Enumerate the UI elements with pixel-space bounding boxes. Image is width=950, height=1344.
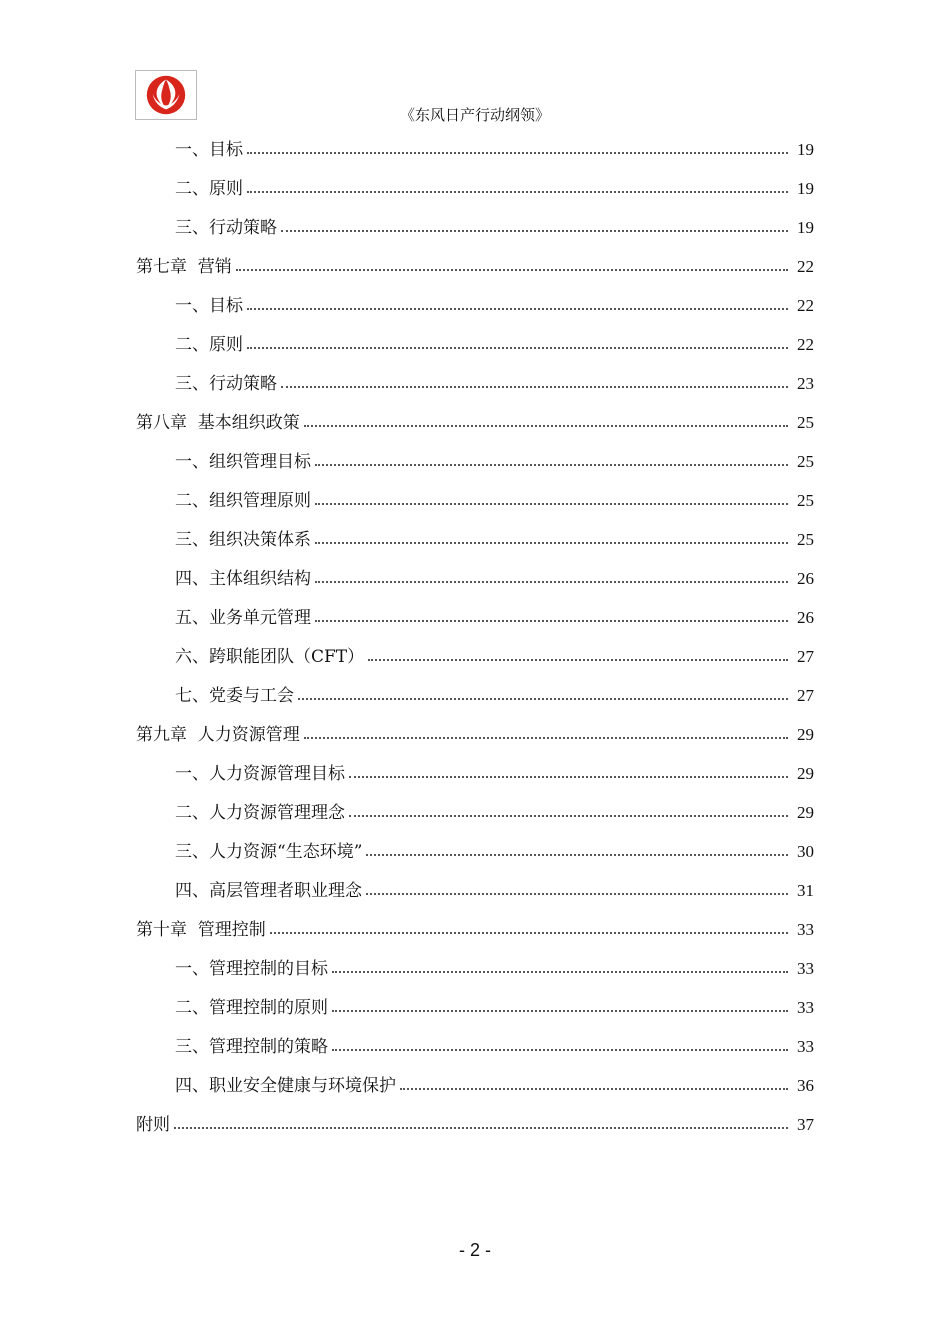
toc-dot-leader (304, 736, 788, 739)
toc-dot-leader (315, 502, 788, 505)
toc-entry-page-number: 25 (797, 529, 814, 549)
toc-section-entry[interactable] (175, 754, 814, 793)
toc-dot-leader (368, 658, 788, 661)
toc-section-entry[interactable] (175, 130, 814, 169)
toc-entry-page-number: 27 (797, 685, 814, 705)
toc-entry-page-number: 29 (797, 724, 814, 744)
toc-entry-page-number: 26 (797, 607, 814, 627)
toc-chapter-entry[interactable] (136, 247, 814, 286)
toc-entry-label: 一、组织管理目标 (175, 451, 311, 472)
toc-entry-page-number: 33 (797, 1036, 814, 1056)
toc-entry-label: 四、职业安全健康与环境保护 (175, 1075, 396, 1096)
toc-entry-page-number: 27 (797, 646, 814, 666)
toc-entry-label: 第十章 管理控制 (136, 919, 266, 940)
toc-entry-label: 二、人力资源管理理念 (175, 802, 345, 823)
toc-dot-leader (304, 424, 788, 427)
toc-chapter-entry[interactable] (136, 715, 814, 754)
toc-entry-page-number: 19 (797, 178, 814, 198)
toc-entry-page-number: 29 (797, 763, 814, 783)
toc-dot-leader (298, 697, 788, 700)
toc-dot-leader (174, 1126, 788, 1129)
toc-entry-page-number: 22 (797, 256, 814, 276)
toc-dot-leader (315, 541, 788, 544)
toc-dot-leader (281, 229, 788, 232)
toc-entry-page-number: 25 (797, 451, 814, 471)
toc-entry-label: 附则 (136, 1114, 170, 1135)
toc-entry-label: 二、组织管理原则 (175, 490, 311, 511)
toc-section-entry[interactable] (175, 520, 814, 559)
toc-section-entry[interactable] (175, 1027, 814, 1066)
toc-entry-page-number: 26 (797, 568, 814, 588)
toc-entry-page-number: 33 (797, 958, 814, 978)
toc-dot-leader (332, 970, 788, 973)
toc-section-entry[interactable] (175, 364, 814, 403)
toc-entry-label: 七、党委与工会 (175, 685, 294, 706)
toc-entry-label: 六、跨职能团队（CFT） (175, 646, 365, 667)
toc-section-entry[interactable] (175, 208, 814, 247)
toc-dot-leader (400, 1087, 788, 1090)
toc-dot-leader (366, 853, 788, 856)
toc-dot-leader (315, 580, 788, 583)
toc-entry-label: 四、主体组织结构 (175, 568, 311, 589)
toc-entry-page-number: 33 (797, 997, 814, 1017)
toc-entry-label: 第九章 人力资源管理 (136, 724, 300, 745)
toc-section-entry[interactable] (175, 559, 814, 598)
toc-dot-leader (247, 346, 788, 349)
toc-entry-page-number: 19 (797, 217, 814, 237)
toc-entry-label: 第七章 营销 (136, 256, 232, 277)
toc-chapter-entry[interactable] (136, 910, 814, 949)
toc-dot-leader (349, 775, 788, 778)
toc-entry-page-number: 33 (797, 919, 814, 939)
toc-section-entry[interactable] (175, 1066, 814, 1105)
toc-dot-leader (315, 463, 788, 466)
toc-entry-label: 一、人力资源管理目标 (175, 763, 345, 784)
toc-section-entry[interactable] (175, 598, 814, 637)
toc-section-entry[interactable] (175, 949, 814, 988)
toc-entry-label: 一、目标 (175, 139, 243, 160)
toc-dot-leader (247, 151, 788, 154)
toc-section-entry[interactable] (175, 793, 814, 832)
toc-entry-label: 二、管理控制的原则 (175, 997, 328, 1018)
toc-entry-label: 第八章 基本组织政策 (136, 412, 300, 433)
toc-entry-page-number: 25 (797, 490, 814, 510)
toc-chapter-entry[interactable] (136, 403, 814, 442)
toc-section-entry[interactable] (175, 442, 814, 481)
toc-entry-label: 四、高层管理者职业理念 (175, 880, 362, 901)
toc-entry-page-number: 37 (797, 1114, 814, 1134)
toc-entry-label: 一、管理控制的目标 (175, 958, 328, 979)
toc-entry-label: 二、原则 (175, 334, 243, 355)
toc-entry-label: 一、目标 (175, 295, 243, 316)
toc-section-entry[interactable] (175, 325, 814, 364)
toc-entry-page-number: 36 (797, 1075, 814, 1095)
document-header-title: 《东风日产行动纲领》 (399, 106, 550, 124)
toc-dot-leader (236, 268, 788, 271)
toc-entry-page-number: 23 (797, 373, 814, 393)
toc-section-entry[interactable] (175, 832, 814, 871)
toc-dot-leader (281, 385, 788, 388)
toc-entry-page-number: 31 (797, 880, 814, 900)
toc-dot-leader (366, 892, 788, 895)
toc-entry-page-number: 19 (797, 139, 814, 159)
toc-entry-page-number: 29 (797, 802, 814, 822)
toc-entry-label: 二、原则 (175, 178, 243, 199)
toc-entry-label: 三、行动策略 (175, 217, 277, 238)
toc-section-entry[interactable] (175, 676, 814, 715)
toc-chapter-entry[interactable] (136, 1105, 814, 1144)
toc-entry-page-number: 25 (797, 412, 814, 432)
toc-section-entry[interactable] (175, 481, 814, 520)
toc-dot-leader (315, 619, 788, 622)
toc-dot-leader (332, 1048, 788, 1051)
toc-entry-label: 三、管理控制的策略 (175, 1036, 328, 1057)
page-number: - 2 - (458, 1240, 491, 1260)
toc-section-entry[interactable] (175, 286, 814, 325)
toc-entry-page-number: 22 (797, 334, 814, 354)
toc-dot-leader (349, 814, 788, 817)
toc-section-entry[interactable] (175, 169, 814, 208)
toc-section-entry[interactable] (175, 988, 814, 1027)
toc-entry-page-number: 30 (797, 841, 814, 861)
toc-entry-label: 三、人力资源“生态环境” (175, 841, 363, 862)
toc-entry-label: 三、行动策略 (175, 373, 277, 394)
toc-entry-label: 五、业务单元管理 (175, 607, 311, 628)
toc-entry-page-number: 22 (797, 295, 814, 315)
toc-entry-label: 三、组织决策体系 (175, 529, 311, 550)
toc-section-entry[interactable] (175, 871, 814, 910)
toc-dot-leader (247, 190, 788, 193)
toc-dot-leader (247, 307, 788, 310)
toc-section-entry[interactable] (175, 637, 814, 676)
toc-dot-leader (270, 931, 788, 934)
toc-dot-leader (332, 1009, 788, 1012)
